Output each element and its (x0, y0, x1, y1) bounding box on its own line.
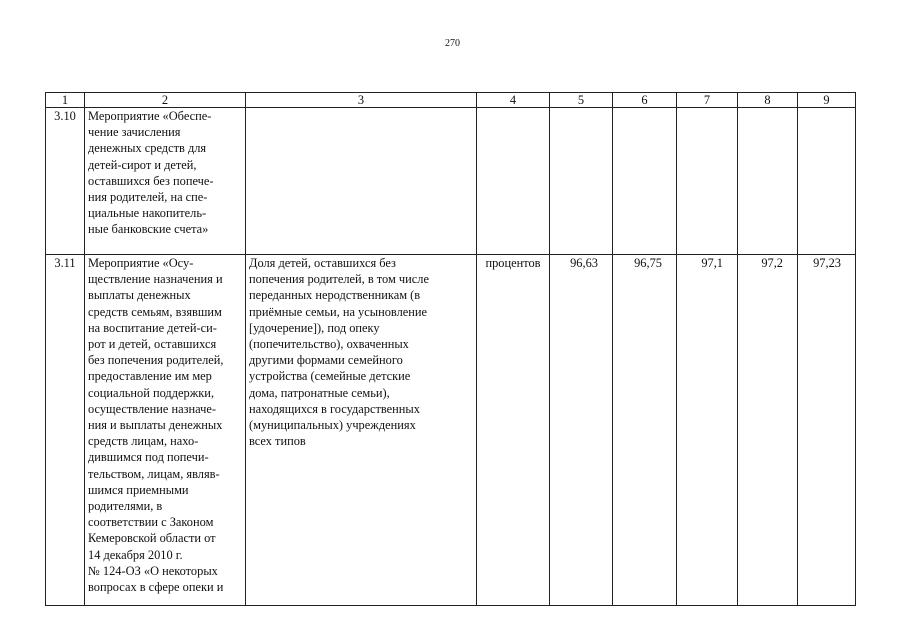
measure-cell: Мероприятие «Осу- ществление назначения и выплаты денежных средств семьям, взявшим на воспитание детей-си- рот и детей, оставшихся без попечения родителей, предоставление им мер социальной поддержки, осуществление назначе- ния и выплаты денежных средств лицам, нахо- дившимся под попечи- тельством, лицам, являв- шимся приемными родителями, в соответствии с Законом Кемеровской области от 14 декабря 2010 г. № 124-ОЗ «О некоторых вопросах в сфере опеки и (85, 255, 246, 606)
header-cell: 8 (738, 93, 798, 108)
header-cell: 7 (677, 93, 738, 108)
header-cell: 4 (477, 93, 550, 108)
measure-cell: Мероприятие «Обеспе- чение зачисления денежных средств для детей-сирот и детей, оставшихся без попече- ния родителей, на спе- циальные накопитель- ные банковские счета» (85, 108, 246, 255)
header-cell: 6 (613, 93, 677, 108)
value-cell: 96,63 (550, 255, 613, 606)
table-header-row (46, 93, 856, 108)
program-table (45, 92, 856, 606)
unit-cell: процентов (477, 255, 550, 606)
value-cell: 97,2 (738, 255, 798, 606)
unit-cell (477, 108, 550, 255)
value-cell: 96,75 (613, 255, 677, 606)
table-row (46, 255, 856, 606)
value-cell (677, 108, 738, 255)
value-cell: 97,1 (677, 255, 738, 606)
indicator-cell (246, 108, 477, 255)
value-cell (738, 108, 798, 255)
value-cell (798, 108, 856, 255)
indicator-cell: Доля детей, оставшихся без попечения родителей, в том числе переданных неродственникам (в приёмные семьи, на усыновление [удочерение]), под опеку (попечительство), охваченных другими формами семейного устройства (семейные детские дома, патронатные семьи), находящихся в государственных (муниципальных) учреждениях всех типов (246, 255, 477, 606)
header-cell: 9 (798, 93, 856, 108)
header-cell: 3 (246, 93, 477, 108)
value-cell (550, 108, 613, 255)
page-number: 270 (445, 38, 460, 49)
table-row (46, 108, 856, 255)
header-cell: 5 (550, 93, 613, 108)
value-cell: 97,23 (798, 255, 856, 606)
header-cell: 1 (46, 93, 85, 108)
header-cell: 2 (85, 93, 246, 108)
row-number-cell: 3.10 (46, 108, 85, 255)
value-cell (613, 108, 677, 255)
row-number-cell: 3.11 (46, 255, 85, 606)
